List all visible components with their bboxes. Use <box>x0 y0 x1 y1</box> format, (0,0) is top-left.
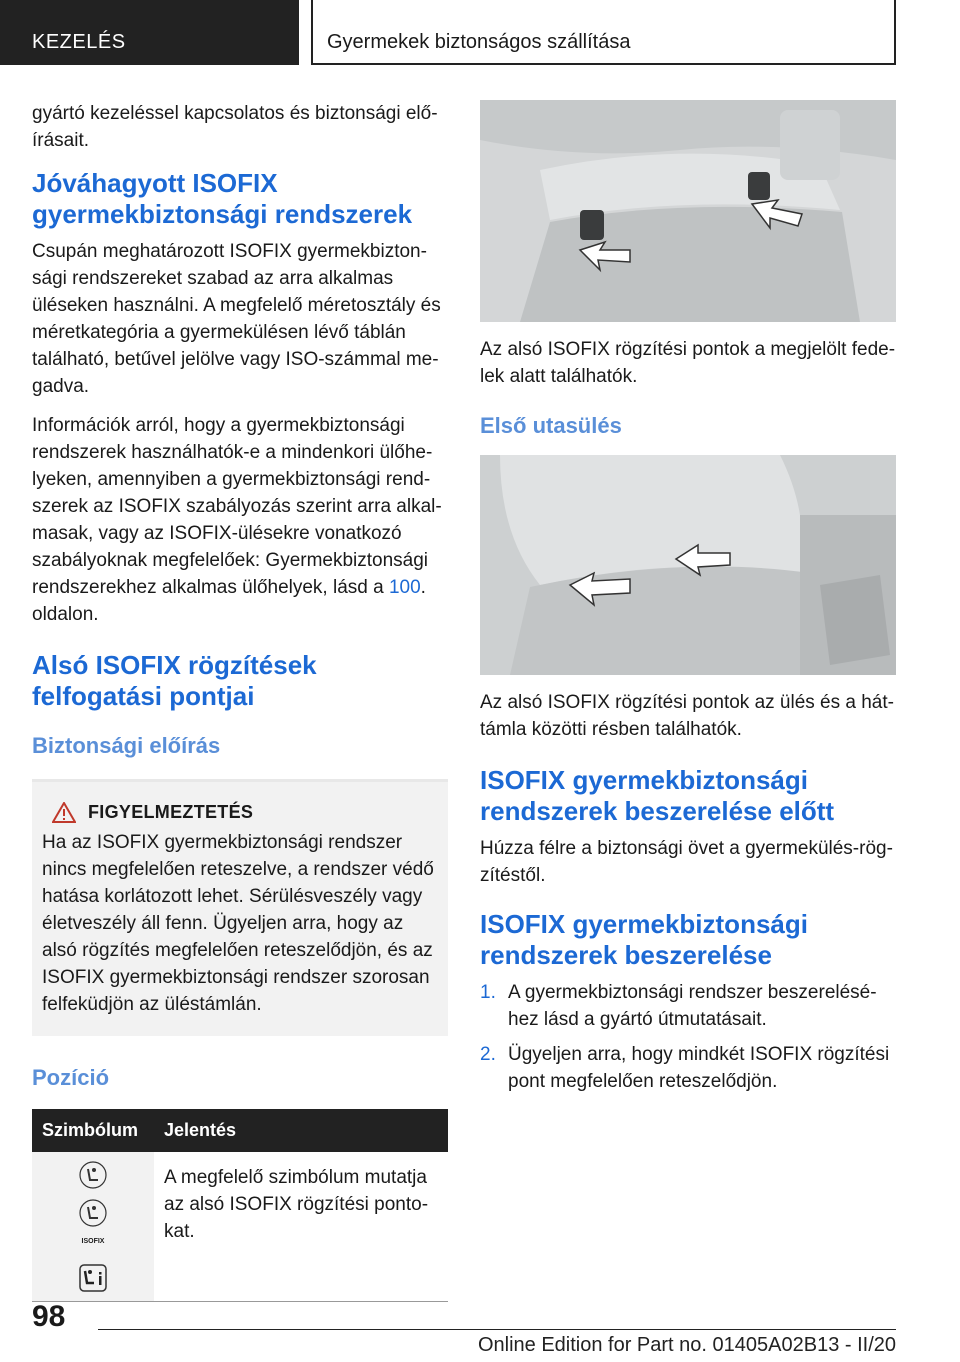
heading-position: Pozíció <box>32 1065 110 1090</box>
isofix-label: ISOFIX <box>81 1238 105 1245</box>
right-column <box>480 100 896 1103</box>
approved-paragraph-2: Információk arról, hogy a gyermekbiztonsági rendszerek használhatók-e a mindenkori ülőhelyeken, amennyiben a gyermekbiztonsági rendszerek az ISOFIX szabályozás szerint arra alkalmasak, vagy az ISOFIX-ülésekre vonatkozó szabályoknak megfelelőek: Gyermekbiztonsági rendszerekhez alkalmas ülőhelyek, lásd a 100. oldalon. <box>32 415 442 625</box>
table-row <box>32 1152 448 1302</box>
heading-before-install: ISOFIX gyermekbiztonsági rendszerek beszerelése előtt <box>480 765 835 826</box>
list-item: 1. A gyermekbiztonsági rendszer beszereléséhez lásd a gyártó útmutatásait. <box>480 982 877 1030</box>
section-tab <box>0 0 299 65</box>
table-header-meaning: Jelentés <box>154 1109 448 1152</box>
child-seat-icon <box>78 1160 108 1190</box>
child-seat-info-icon <box>78 1263 108 1293</box>
isofix-child-seat-icon <box>78 1198 108 1228</box>
heading-install: ISOFIX gyermekbiztonsági rendszerek beszerelése <box>480 909 808 970</box>
caption-front-seat: Az alsó ISOFIX rögzítési pontok az ülés és a háttámla közötti résben találhatók. <box>480 692 894 740</box>
left-column <box>32 100 448 1302</box>
page-link-100[interactable]: 100 <box>388 577 421 598</box>
warning-title: FIGYELMEZTETÉS <box>88 802 254 822</box>
install-steps <box>480 979 896 1095</box>
heading-approved-isofix: Jóváhagyott ISOFIX gyermekbiztonsági rendszerek <box>32 168 413 229</box>
caption-rear-seat: Az alsó ISOFIX rögzítési pontok a megjelölt fedelek alatt találhatók. <box>480 339 896 387</box>
intro-text: gyártó kezeléssel kapcsolatos és biztonsági előírásait. <box>32 103 438 151</box>
rear-seat-isofix-photo <box>480 100 896 322</box>
section-label: KEZELÉS <box>32 31 126 53</box>
table-header-symbol: Szimbólum <box>32 1109 154 1152</box>
approved-paragraph-1: Csupán meghatározott ISOFIX gyermekbiztonsági rendszereket szabad az arra alkalmas üléseken használni. A megfelelő méretosztály és méretkategória a gyermekülésen lévő táblán található, betűvel jelölve vagy ISO-számmal megadva. <box>32 241 441 397</box>
front-seat-isofix-photo <box>480 455 896 675</box>
warning-triangle-icon <box>52 802 76 823</box>
symbol-table <box>32 1109 448 1302</box>
heading-lower-isofix: Alsó ISOFIX rögzítések felfogatási pontjai <box>32 650 317 711</box>
table-cell-meaning: A megfelelő szimbólum mutatja az alsó ISOFIX rögzítési pontokat. <box>154 1152 448 1302</box>
heading-safety: Biztonsági előírás <box>32 733 221 758</box>
chapter-header <box>311 0 896 65</box>
before-install-text: Húzza félre a biztonsági övet a gyermekülés-rögzítéstől. <box>480 838 893 886</box>
heading-front-seat: Első utasülés <box>480 413 622 438</box>
footer: Online Edition for Part no. 01405A02B13 - II/20 <box>98 1329 896 1357</box>
list-item: 2. Ügyeljen arra, hogy mindkét ISOFIX rögzítési pont megfelelően reteszelődjön. <box>480 1044 890 1092</box>
page-number: 98 <box>32 1300 66 1333</box>
chapter-title: Gyermekek biztonságos szállítása <box>327 31 631 53</box>
warning-text: Ha az ISOFIX gyermekbiztonsági rendszer nincs megfelelően reteszelve, a rendszer védő hatása korlátozott lehet. Sérülésveszély vagy életveszély áll fenn. Ügyeljen arra, hogy az alsó rögzítés megfelelően reteszelődjön, és az ISOFIX gyermekbiztonsági rendszer szorosan felfeküdjön az üléstámlán. <box>42 832 434 1015</box>
warning-box <box>32 779 448 1036</box>
